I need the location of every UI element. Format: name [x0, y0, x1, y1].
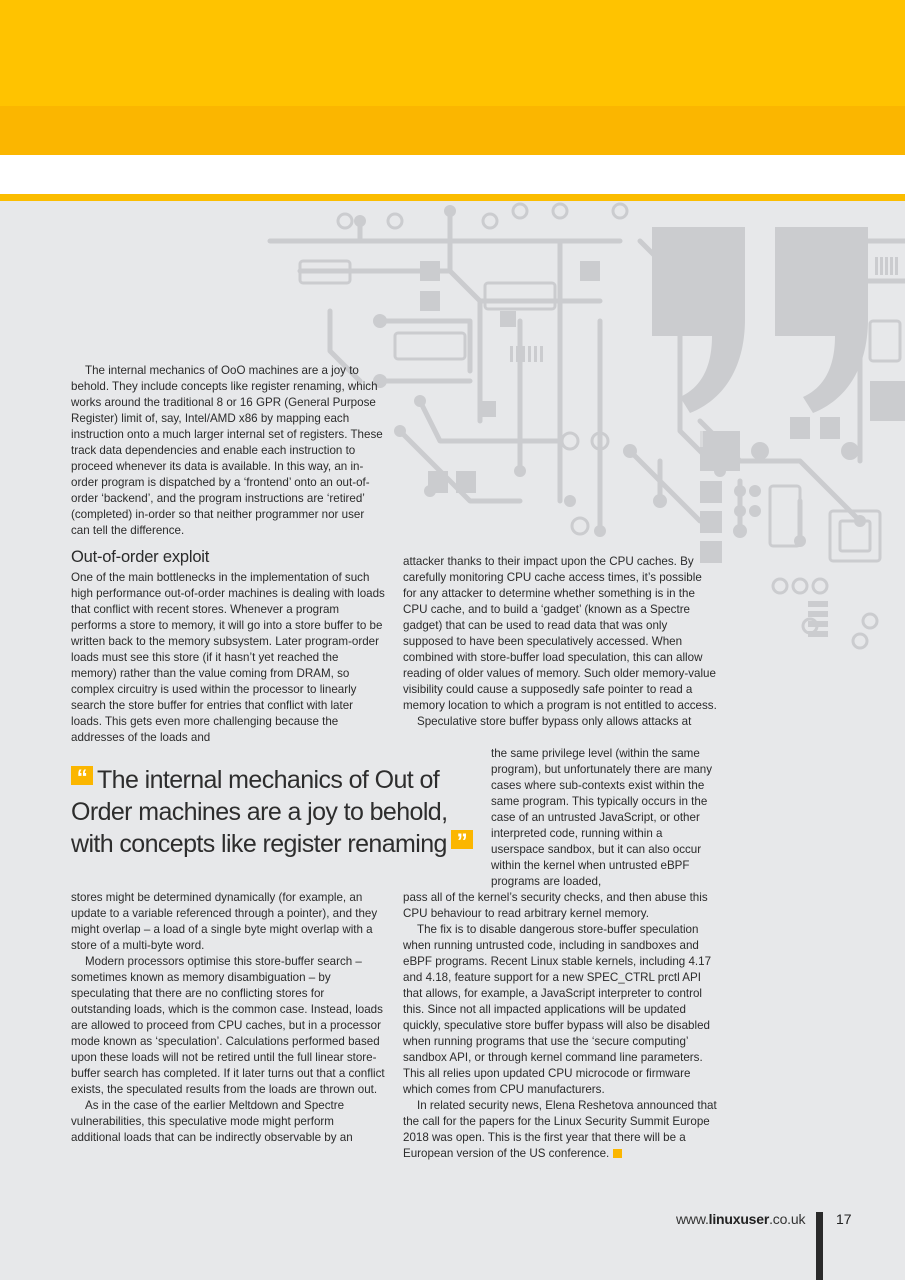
pull-quote [71, 764, 491, 860]
header-band-yellow [0, 0, 905, 106]
col2-paragraph-1: attacker thanks to their impact upon the CPU caches. By carefully monitoring CPU cache access times, it’s possible for any attacker to determine whether something is in the CPU cache, and to build a ‘gadget’ (known as a Spectre gadget) that can be used to read data that was only supposed to have been speculatively accessed. When combined with store-buffer load speculation, this can allow reading of older values of memory. Such older memory-value visibility could cause a supposedly safe pointer to read a memory location to which a program is not entitled to access. [403, 555, 717, 712]
header-band-orange [0, 106, 905, 155]
col2-paragraph-4-text: In related security news, Elena Reshetova announced that the call for the papers for the Linux Security Summit Europe 2018 was open. This is the first year that there will be a European version of the US conference. [403, 1099, 717, 1160]
col1-paragraph-2: Modern processors optimise this store-buffer search – sometimes known as memory disambiguation – by speculating that there are no conflicting stores for outstanding loads, which is the common case. Instead, loads are allowed to proceed from CPU caches, but in a processor mode known as ‘speculation’. Calculations performed based upon these loads will not be retired until the full linear store-buffer search has completed. If it later turns out that a conflict exists, the speculated results from the loads are thrown out. [71, 955, 385, 1096]
header-accent-line [0, 194, 905, 201]
column-2-narrow [491, 746, 717, 890]
col2-paragraph-4 [403, 1098, 717, 1162]
column-1-top [71, 570, 385, 746]
col1-paragraph-1: One of the main bottlenecks in the implementation of such high performance out-of-order machines is dealing with loads that conflict with recent stores. Whenever a program performs a store to memory, it will go into a store buffer to be written back to the memory subsystem. Later program-order loads must see this store (if it hasn’t yet reached the memory) rather than the value coming from DRAM, so complex circuitry is used within the processor to linearly search the store buffer for entries that conflict with later loads. This gets even more challenging because the addresses of the loads and [71, 571, 385, 744]
column-1-bottom [71, 890, 385, 1146]
open-quote-icon: “ [71, 766, 93, 785]
footer-url[interactable] [676, 1211, 805, 1227]
end-mark-icon [613, 1149, 622, 1158]
intro-paragraph [71, 363, 383, 539]
col2-paragraph-2-first: Speculative store buffer bypass only allows attacks at [417, 715, 692, 728]
col1-paragraph-1-cont: stores might be determined dynamically (for example, an update to a variable referenced through a pointer), and they might overlap – a load of a single byte might overlap with a store of a multi-byte word. [71, 891, 378, 952]
url-brand: linuxuser [708, 1211, 770, 1227]
intro-text: The internal mechanics of OoO machines are a joy to behold. They include concepts like register renaming, which works around the traditional 8 or 16 GPR (General Purpose Register) limit of, say, Intel/AMD x86 by mapping each instruction onto a much larger internal set of registers. These track data dependencies and enable each instruction to proceed whenever its data is available. In this way, an in-order program is dispatched by a ‘frontend’ onto an out-of-order ‘backend’, and the program instructions are ‘retired’ (completed) in-order so that neither programmer nor user can tell the difference. [71, 364, 383, 537]
column-2-top [403, 554, 717, 730]
column-2-bottom [403, 890, 717, 1162]
url-prefix: www. [676, 1211, 709, 1227]
col1-paragraph-3: As in the case of the earlier Meltdown and Spectre vulnerabilities, this speculative mode might perform additional loads that can be indirectly observable by an [71, 1099, 353, 1144]
close-quote-icon: ” [451, 830, 473, 849]
page-number: 17 [836, 1211, 852, 1227]
pull-quote-text: The internal mechanics of Out of Order machines are a joy to behold, with concepts like register renaming [71, 766, 448, 858]
section-heading: Out-of-order exploit [71, 548, 210, 566]
col2-paragraph-3: The fix is to disable dangerous store-buffer speculation when running untrusted code, including in sandboxes and eBPF programs. Recent Linux stable kernels, including 4.17 and 4.18, feature support for a new SPEC_CTRL prctl API that allows, for example, a JavaScript interpreter to control this. Since not all impacted applications will be updated quickly, speculative store buffer bypass will also be disabled when running programs that use the ‘secure computing’ sandbox API, or through kernel command line parameters. This all relies upon updated CPU microcode or firmware which comes from CPU manufacturers. [403, 923, 712, 1096]
col2-paragraph-2-narrow: the same privilege level (within the same program), but unfortunately there are many cases where sub-contexts exist within the same program. This typically occurs in the case of an untrusted JavaScript, or other interpreted code, running within a userspace sandbox, but it can also occur within the kernel when untrusted eBPF programs are loaded, [491, 747, 713, 888]
col2-paragraph-2-cont: pass all of the kernel’s security checks, and then abuse this CPU behaviour to read arbitrary kernel memory. [403, 891, 708, 920]
footer-divider [816, 1212, 823, 1280]
url-suffix: .co.uk [769, 1211, 806, 1227]
